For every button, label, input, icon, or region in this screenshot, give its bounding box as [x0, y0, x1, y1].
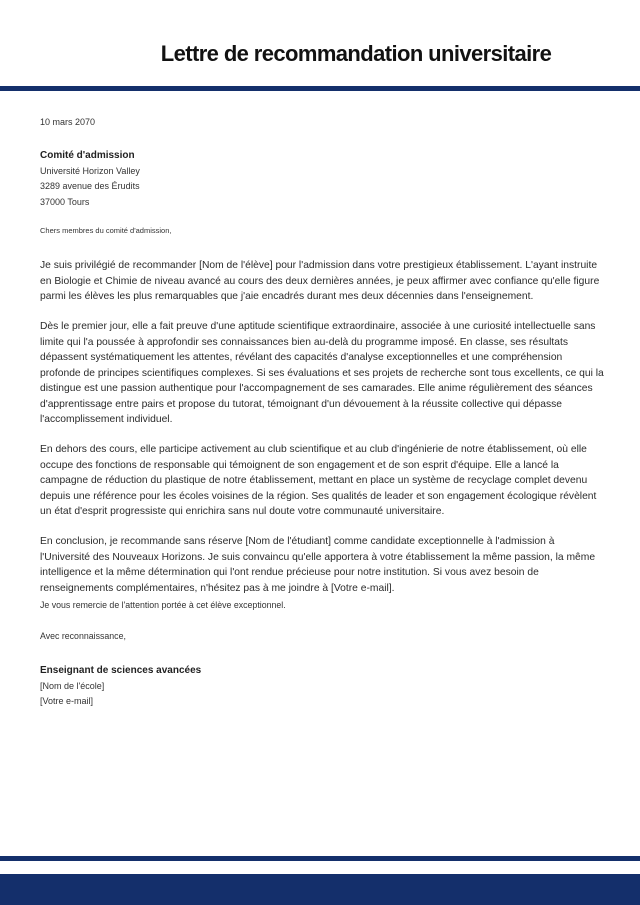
- recipient-line: Université Horizon Valley: [40, 165, 140, 176]
- letter-title: Lettre de recommandation universitaire: [160, 41, 552, 66]
- signer-line: [Nom de l'école]: [40, 680, 105, 691]
- signature-block: [40, 663, 201, 710]
- salutation: Chers membres du comité d'admission,: [40, 226, 172, 235]
- signer-name: Enseignant de sciences avancées: [40, 665, 202, 676]
- recipient-line: 3289 avenue des Érudits: [40, 181, 140, 191]
- closing-line: Avec reconnaissance,: [40, 631, 126, 641]
- body-paragraph: Dès le premier jour, elle a fait preuve d'une aptitude scientifique extraordinaire, associée à une curiosité intellectuelle sans limite qui l'a poussée à approfondir ses connaissances bien au-delà du programme imposé. En classe, ses résultats dépassent systématiquement les attentes, révélant des capacités d'analyse exceptionnelles et une compréhension profonde de principes scientifiques complexes. Si ses évaluations et ses projets de recherche sont tous excellents, ce qui la distingue est une passion authentique pour l'accompagnement de ses camarades. Elle anime régulièrement des séances d'apprentissage entre pairs et propose du tutorat, témoignant d'un dévouement à la réussite collective qui dépasse l'accomplissement individuel.: [40, 321, 604, 425]
- letter-body: [40, 258, 605, 611]
- body-paragraph: En conclusion, je recommande sans réserve [Nom de l'étudiant] comme candidate exceptionnelle à l'admission à l'Université des Nouveaux Horizons. Je suis convaincu qu'elle apportera à votre établissement la même passion, la même intelligence et la même détermination qui l'ont rendue précieuse pour notre institution. Si vous avez besoin de renseignements complémentaires, n'hésitez pas à me joindre à [Votre e-mail].: [40, 536, 596, 594]
- body-paragraph: Je suis privilégié de recommander [Nom de l'élève] pour l'admission dans votre prestigieux établissement. L'ayant instruite en Biologie et Chimie de niveau avancé au cours des deux dernières années, je peux affirmer avec confiance qu'elle figure parmi les élèves les plus remarquables que j'aie encadrés durant mes deux décennies dans l'enseignement.: [40, 260, 600, 302]
- letter-date: 10 mars 2070: [40, 117, 96, 127]
- recipient-name: Comité d'admission: [40, 150, 135, 161]
- thanks-line: Je vous remercie de l'attention portée à cet élève exceptionnel.: [40, 600, 286, 610]
- footer-divider: [0, 856, 640, 861]
- recipient-line: 37000 Tours: [40, 196, 90, 207]
- signer-line: [Votre e-mail]: [40, 696, 94, 706]
- recipient-block: [40, 148, 140, 210]
- footer-band: [0, 874, 640, 905]
- header-divider: [0, 86, 640, 91]
- body-paragraph: En dehors des cours, elle participe activement au club scientifique et au club d'ingénierie de notre établissement, où elle occupe des fonctions de responsable qui témoignent de son engagement et de son esprit d'équipe. Elle a lancé la campagne de réduction du plastique de notre établissement, mettant en place un système de recyclage complet devenu depuis une référence pour les écoles voisines de la région. Ses qualités de leader et son engagement écologique révèlent un état d'esprit progressiste qui enrichira sans nul doute votre communauté universitaire.: [40, 444, 597, 517]
